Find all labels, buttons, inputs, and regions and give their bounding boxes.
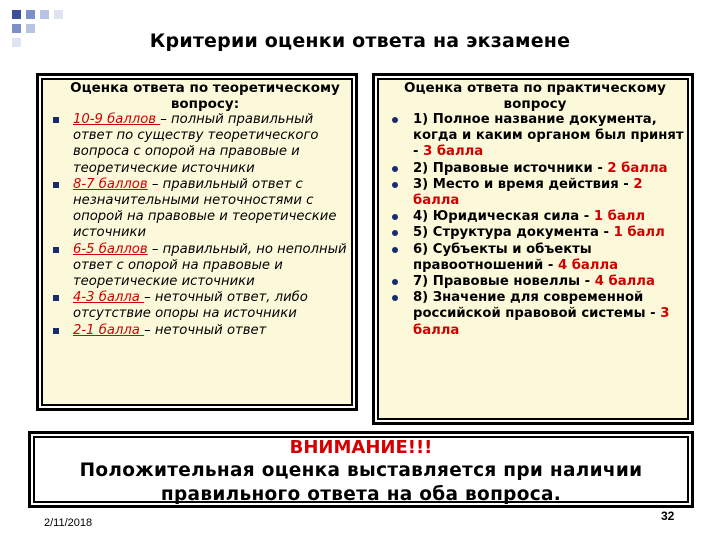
- criterion-points: 2 балла: [413, 176, 643, 209]
- criterion-points: 3 балла: [413, 306, 670, 338]
- practice-criterion-item: [375, 274, 691, 290]
- theory-criterion-item: [39, 177, 355, 242]
- practice-criteria-panel: [372, 73, 694, 425]
- criterion-text: 5) Структура документа -: [413, 225, 614, 241]
- criterion-points: 4 балла: [594, 274, 655, 290]
- criterion-points: 1 балл: [593, 209, 646, 225]
- theory-criteria-panel: [36, 73, 358, 411]
- notice-title: ВНИМАНИЕ!!!: [289, 437, 433, 458]
- theory-criterion-item: [39, 242, 355, 291]
- round-bullet-icon: [392, 182, 398, 188]
- round-bullet-icon: [392, 117, 398, 123]
- theory-criterion-item: [39, 323, 355, 339]
- square-bullet-icon: [53, 247, 59, 253]
- practice-criterion-item: [375, 112, 691, 161]
- decor-square: [12, 10, 21, 19]
- round-bullet-icon: [392, 295, 398, 301]
- criterion-text: 8) Значение для современной российской правовой системы -: [413, 290, 661, 322]
- slide-title: Критерии оценки ответа на экзамене: [149, 30, 571, 52]
- round-bullet-icon: [392, 166, 398, 172]
- theory-criterion-item: [39, 112, 355, 177]
- criterion-text: – правильный ответ с незначительными неточностями с опорой на правовые и теоретические источники: [73, 176, 337, 241]
- round-bullet-icon: [392, 230, 398, 236]
- criterion-points: 1 балл: [613, 225, 665, 241]
- decor-square: [40, 10, 49, 19]
- criterion-text: 3) Место и время действия -: [413, 176, 634, 192]
- page-number: 32: [661, 509, 675, 523]
- round-bullet-icon: [392, 214, 398, 220]
- square-bullet-icon: [53, 328, 59, 334]
- score-range: 6-5 баллов: [73, 241, 148, 257]
- square-bullet-icon: [53, 295, 59, 301]
- theory-heading: Оценка ответа по теоретическому вопросу:: [70, 80, 340, 112]
- criterion-text: 2) Правовые источники -: [413, 160, 608, 176]
- theory-criteria-list: [39, 112, 355, 339]
- practice-heading: Оценка ответа по практическому вопросу: [404, 80, 666, 112]
- practice-criterion-item: [375, 242, 691, 274]
- square-bullet-icon: [53, 117, 59, 123]
- criterion-text: – неточный ответ, либо отсутствие опоры на источники: [73, 290, 308, 322]
- criterion-text: – неточный ответ: [144, 322, 267, 338]
- criterion-text: 6) Субъекты и объекты правоотношений -: [413, 241, 592, 273]
- round-bullet-icon: [392, 279, 398, 285]
- score-range: 2-1 балла: [73, 322, 145, 338]
- score-range: 8-7 баллов: [73, 176, 148, 192]
- criterion-points: 4 балла: [557, 257, 619, 273]
- criterion-text: – полный правильный ответ по существу теоретического вопроса с опорой на правовые и теоретические источники: [73, 112, 319, 176]
- theory-criterion-item: [39, 290, 355, 322]
- criterion-text: – правильный, но неполный ответ с опорой на правовые и теоретические источники: [73, 241, 347, 290]
- criterion-text: 7) Правовые новеллы -: [413, 274, 595, 290]
- decor-square: [54, 10, 63, 19]
- practice-criterion-item: [375, 225, 691, 241]
- criterion-points: 3 балла: [423, 144, 484, 160]
- score-range: 10-9 баллов: [73, 112, 161, 127]
- criterion-text: 4) Юридическая сила -: [413, 209, 594, 225]
- practice-criterion-item: [375, 209, 691, 225]
- criterion-points: 2 балла: [607, 160, 668, 176]
- round-bullet-icon: [392, 247, 398, 253]
- slide-date: 2/11/2018: [44, 517, 93, 529]
- practice-criterion-item: [375, 177, 691, 209]
- square-bullet-icon: [53, 182, 59, 188]
- practice-criterion-item: [375, 161, 691, 177]
- notice-text: Положительная оценка выставляется при наличии правильного ответа на оба вопроса.: [79, 460, 643, 505]
- notice-box: [28, 431, 694, 508]
- score-range: 4-3 балла: [73, 290, 145, 306]
- practice-criterion-item: [375, 290, 691, 339]
- practice-criteria-list: [375, 112, 691, 339]
- decor-square: [26, 10, 35, 19]
- criterion-text: 1) Полное название документа, когда и каким органом был принят -: [413, 112, 684, 160]
